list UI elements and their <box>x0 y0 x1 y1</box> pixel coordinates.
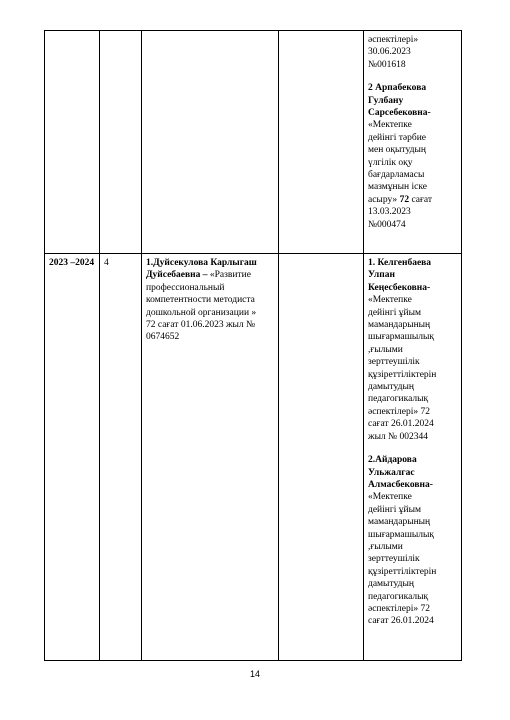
person-name: 1.Дуйсекулова Карлыгаш <box>146 258 257 268</box>
text-line: №001618 <box>368 59 406 70</box>
person-name: 2 Арпабекова <box>368 83 427 94</box>
year-cell <box>45 31 100 254</box>
text-line: бағдарламасы <box>368 170 425 181</box>
text-line: «Мектепке <box>368 295 412 306</box>
person-name: Дуйсебаевна – <box>146 270 208 281</box>
text-line: мамандарының <box>368 517 431 528</box>
text-line: 13.03.2023 <box>368 207 411 218</box>
person-name: Сарсебековна- <box>368 108 431 119</box>
text-line: педагогикалық <box>368 394 429 405</box>
empty-cell <box>279 31 364 254</box>
text-line: 0674652 <box>146 332 180 343</box>
text-line: сағат 26.01.2024 <box>368 616 434 627</box>
text-line: әспектілері» <box>368 35 419 45</box>
course-list-cell <box>364 254 462 661</box>
text-fragment: «Развитие <box>207 270 251 281</box>
text-line: «Мектепке <box>368 120 412 131</box>
person-name: Алмасбековна- <box>368 479 433 490</box>
text-line: мен оқытудың <box>368 145 426 156</box>
text-line: зерттеушілік <box>368 554 420 565</box>
text-line: дамытудың <box>368 382 414 393</box>
text-line: зерттеушілік <box>368 357 420 368</box>
text-line: сағат 26.01.2024 <box>368 419 434 430</box>
course-list-cell <box>364 31 462 254</box>
count-cell: 4 <box>100 254 142 661</box>
text-line: 30.06.2023 <box>368 47 411 58</box>
table-row <box>45 254 462 661</box>
person-name: 1. Келгенбаева <box>368 258 432 268</box>
year-cell: 2023 –2024 <box>45 254 100 661</box>
person-name: 2.Айдарова <box>368 455 417 466</box>
text-line: шығармашылық <box>368 332 435 343</box>
text-line: әспектілері» 72 <box>368 406 430 417</box>
courses-table <box>44 30 462 661</box>
text-line: дамытудың <box>368 579 414 590</box>
text-line: «Мектепке <box>368 492 412 503</box>
text-line: дейінгі тәрбие <box>368 132 427 143</box>
text-line: құзіреттіліктерін <box>368 369 437 380</box>
course-cell <box>142 31 279 254</box>
count-cell <box>100 31 142 254</box>
person-name: Ульжалгас <box>368 467 415 478</box>
text-line: мамандарының <box>368 320 431 331</box>
text-line: дейінгі ұйым <box>368 307 421 318</box>
text-fragment: сағат <box>409 194 433 205</box>
text-line: үлгілік оқу <box>368 157 413 168</box>
text-line: ,ғылыми <box>368 541 403 552</box>
text-fragment: асыру» <box>368 194 398 205</box>
hours-value: 72 <box>399 194 410 205</box>
person-name: Кеңесбековна- <box>368 282 431 293</box>
text-line: дошкольной организации » <box>146 307 257 318</box>
text-line: құзіреттіліктерін <box>368 566 437 577</box>
text-line <box>146 269 274 281</box>
text-line: профессиональный <box>146 282 225 293</box>
text-line: 72 сағат 01.06.2023 жыл № <box>146 320 256 331</box>
page-number: 14 <box>249 669 260 679</box>
text-line: шығармашылық <box>368 529 435 540</box>
text-line: жыл № 002344 <box>368 431 429 442</box>
person-name: Улпан <box>368 270 395 281</box>
table-row <box>45 31 462 254</box>
text-line <box>368 194 457 206</box>
text-line: №000474 <box>368 219 406 230</box>
text-line: дейінгі ұйым <box>368 504 421 515</box>
text-line: компетентности методиста <box>146 295 255 306</box>
empty-cell <box>279 254 364 661</box>
text-line: ,ғылыми <box>368 344 403 355</box>
text-line: әспектілері» 72 <box>368 603 430 614</box>
text-line: мазмұнын іске <box>368 182 427 193</box>
text-line: педагогикалық <box>368 591 429 602</box>
course-cell <box>142 254 279 661</box>
person-name: Гулбану <box>368 95 404 106</box>
